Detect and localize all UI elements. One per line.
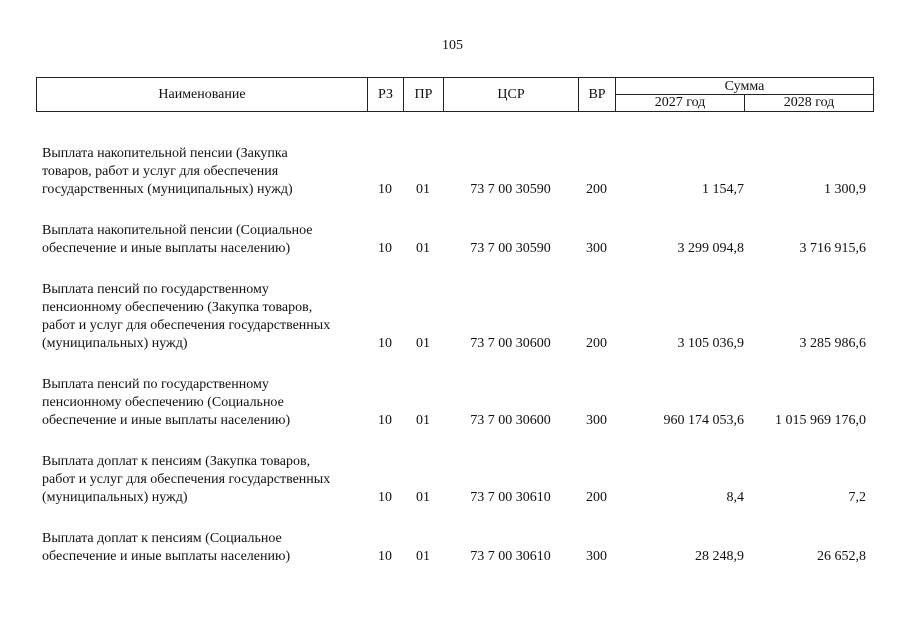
row-amount-2028: 3 285 986,6: [799, 336, 866, 351]
row-name-line: работ и услуг для обеспечения государственных: [42, 318, 331, 333]
row-name-line: (муниципальных) нужд): [42, 336, 188, 351]
header-sum: Сумма: [616, 78, 873, 95]
row-amount-2027: 3 299 094,8: [677, 241, 744, 256]
row-csr: 73 7 00 30590: [470, 182, 551, 197]
row-vr: 200: [586, 490, 607, 505]
row-csr: 73 7 00 30590: [470, 241, 551, 256]
row-amount-2027: 1 154,7: [702, 182, 744, 197]
row-name-line: Выплата накопительной пенсии (Социальное: [42, 223, 313, 238]
row-csr: 73 7 00 30610: [470, 490, 551, 505]
page-number: 105: [442, 38, 463, 53]
row-vr: 300: [586, 549, 607, 564]
row-pr: 01: [416, 241, 430, 256]
row-name-line: обеспечение и иные выплаты населению): [42, 241, 291, 256]
header-year-2028: 2028 год: [783, 95, 835, 110]
row-csr: 73 7 00 30610: [470, 549, 551, 564]
row-name: [36, 281, 367, 353]
row-amount-2027: 28 248,9: [695, 549, 744, 564]
table-row: [36, 376, 874, 430]
row-rz: 10: [378, 549, 392, 564]
row-csr: 73 7 00 30600: [470, 336, 551, 351]
table-row: [36, 281, 874, 353]
row-amount-2028: 1 015 969 176,0: [775, 413, 866, 428]
row-amount-2028: 1 300,9: [824, 182, 866, 197]
row-name: [36, 530, 367, 566]
row-name-line: работ и услуг для обеспечения государственных: [42, 472, 331, 487]
table-row: [36, 530, 874, 566]
row-vr: 200: [586, 182, 607, 197]
row-amount-2028: 7,2: [848, 490, 866, 505]
header-name: Наименование: [37, 78, 368, 111]
row-vr: 200: [586, 336, 607, 351]
row-name-line: Выплата накопительной пенсии (Закупка: [42, 146, 288, 161]
row-pr: 01: [416, 336, 430, 351]
header-rz: РЗ: [368, 78, 404, 111]
row-rz: 10: [378, 241, 392, 256]
row-name-line: обеспечение и иные выплаты населению): [42, 549, 291, 564]
row-pr: 01: [416, 182, 430, 197]
row-name-line: пенсионному обеспечению (Закупка товаров,: [42, 300, 313, 315]
row-name-line: Выплата пенсий по государственному: [42, 377, 269, 392]
row-name-line: товаров, работ и услуг для обеспечения: [42, 164, 279, 179]
header-vr: ВР: [579, 78, 616, 111]
row-amount-2028: 26 652,8: [817, 549, 866, 564]
row-pr: 01: [416, 413, 430, 428]
row-rz: 10: [378, 413, 392, 428]
header-year-2027: 2027 год: [616, 95, 745, 111]
row-amount-2027: 8,4: [726, 490, 744, 505]
table-header: [36, 77, 874, 112]
row-name: [36, 376, 367, 430]
row-name: [36, 453, 367, 507]
row-name-line: обеспечение и иные выплаты населению): [42, 413, 291, 428]
table-row: [36, 222, 874, 258]
row-name-line: (муниципальных) нужд): [42, 490, 188, 505]
row-name-line: Выплата пенсий по государственному: [42, 282, 269, 297]
table-row: [36, 453, 874, 507]
row-amount-2028: 3 716 915,6: [799, 241, 866, 256]
row-amount-2027: 3 105 036,9: [677, 336, 744, 351]
row-name-line: Выплата доплат к пенсиям (Закупка товаров,: [42, 454, 311, 469]
row-name: [36, 145, 367, 199]
row-pr: 01: [416, 490, 430, 505]
row-vr: 300: [586, 413, 607, 428]
row-name-line: Выплата доплат к пенсиям (Социальное: [42, 531, 282, 546]
header-pr: ПР: [404, 78, 444, 111]
table-row: [36, 145, 874, 199]
table-body: [36, 145, 874, 589]
row-name: [36, 222, 367, 258]
row-rz: 10: [378, 182, 392, 197]
row-rz: 10: [378, 336, 392, 351]
header-sum-group: [616, 78, 873, 111]
header-csr: ЦСР: [444, 78, 579, 111]
row-name-line: пенсионному обеспечению (Социальное: [42, 395, 284, 410]
row-name-line: государственных (муниципальных) нужд): [42, 182, 293, 197]
row-pr: 01: [416, 549, 430, 564]
row-rz: 10: [378, 490, 392, 505]
row-vr: 300: [586, 241, 607, 256]
row-amount-2027: 960 174 053,6: [663, 413, 744, 428]
row-csr: 73 7 00 30600: [470, 413, 551, 428]
